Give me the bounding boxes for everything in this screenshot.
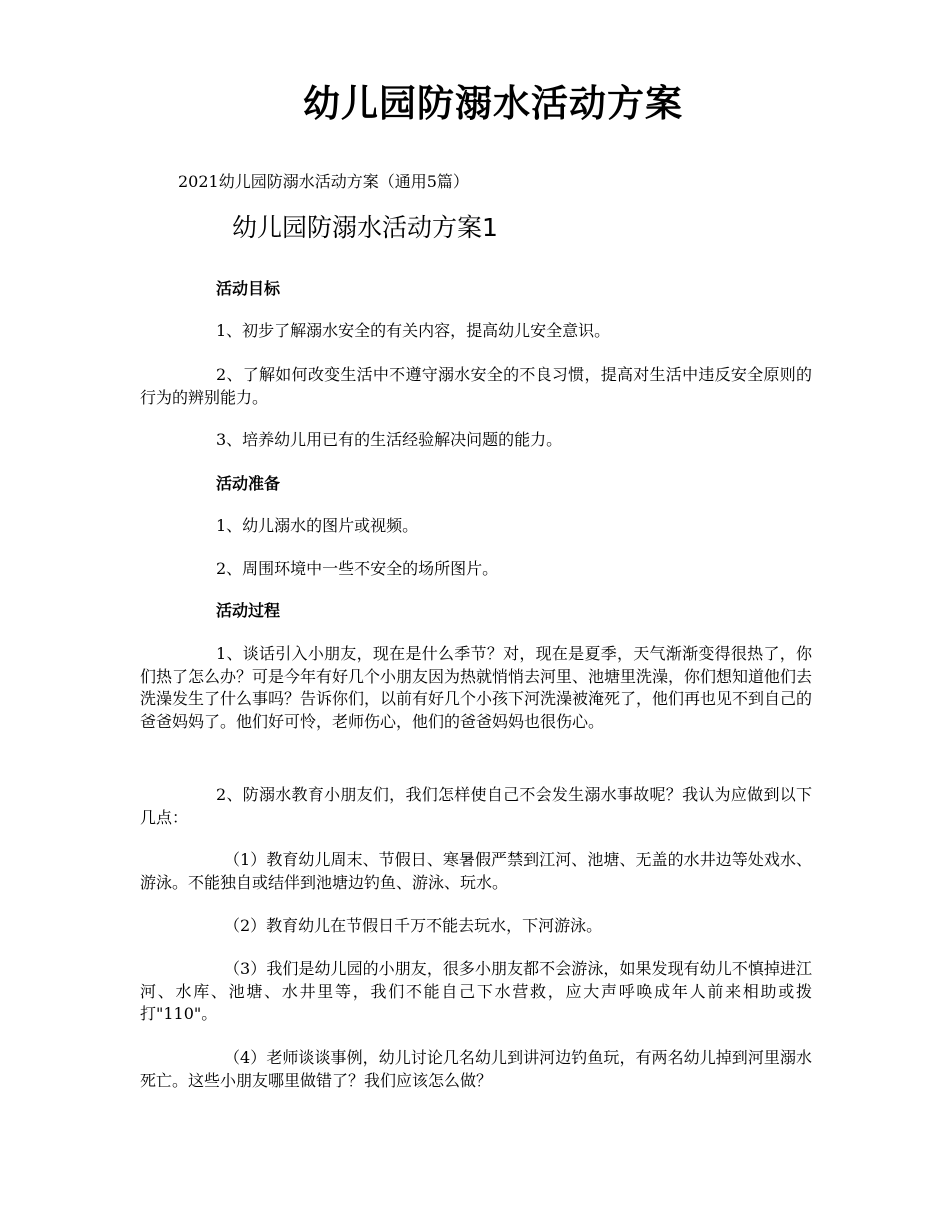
- preparation-item-2: [140, 558, 812, 581]
- process-item-4: [140, 915, 812, 938]
- process-label: 活动过程: [216, 601, 281, 620]
- document-title: 幼儿园防溺水活动方案: [303, 82, 683, 125]
- process-item-5: [140, 958, 812, 1026]
- goals-item-3: [140, 429, 812, 452]
- paragraph: （2）教育幼儿在节假日千万不能去玩水，下河游泳。: [224, 916, 603, 935]
- paragraph: （3）我们是幼儿园的小朋友，很多小朋友都不会游泳，如果发现有幼儿不慎掉进江河、水库、池塘、水井里等，我们不能自己下水营救，应大声呼唤成年人前来相助或拨打"110"。: [140, 959, 812, 1024]
- process-item-3: [140, 849, 812, 894]
- goals-item-2: [140, 364, 812, 409]
- process-item-1: [140, 643, 812, 733]
- paragraph: 2、了解如何改变生活中不遵守溺水安全的不良习惯，提高对生活中违反安全原则的行为的辨别能力。: [140, 365, 812, 407]
- paragraph: （4）老师谈谈事例，幼儿讨论几名幼儿到讲河边钓鱼玩，有两名幼儿掉到河里溺水死亡。这些小朋友哪里做错了？我们应该怎么做？: [140, 1048, 812, 1090]
- process-item-2: [140, 784, 812, 829]
- process-item-6: [140, 1047, 812, 1092]
- document-subtitle: 2021幼儿园防溺水活动方案（通用5篇）: [178, 172, 469, 191]
- paragraph: 1、初步了解溺水安全的有关内容，提高幼儿安全意识。: [216, 321, 611, 340]
- paragraph: 1、幼儿溺水的图片或视频。: [216, 516, 419, 535]
- goals-label: 活动目标: [216, 279, 281, 298]
- paragraph: 3、培养幼儿用已有的生活经验解决问题的能力。: [216, 430, 563, 449]
- paragraph: （1）教育幼儿周末、节假日、寒暑假严禁到江河、池塘、无盖的水井边等处戏水、游泳。不能独自或结伴到池塘边钓鱼、游泳、玩水。: [140, 850, 812, 892]
- paragraph: 2、防溺水教育小朋友们，我们怎样使自己不会发生溺水事故呢？我认为应做到以下几点：: [140, 785, 812, 827]
- paragraph: 2、周围环境中一些不安全的场所图片。: [216, 559, 499, 578]
- paragraph: 1、谈话引入小朋友，现在是什么季节？对，现在是夏季，天气渐渐变得很热了，你们热了怎么办？可是今年有好几个小朋友因为热就悄悄去河里、池塘里洗澡，你们想知道他们去洗澡发生了什么事吗？告诉你们，以前有好几个小孩下河洗澡被淹死了，他们再也见不到自己的爸爸妈妈了。他们好可怜，老师伤心，他们的爸爸妈妈也很伤心。: [140, 644, 813, 731]
- goals-item-1: [140, 320, 812, 343]
- preparation-label: 活动准备: [216, 474, 281, 493]
- preparation-item-1: [140, 515, 812, 538]
- section-heading: 幼儿园防溺水活动方案1: [232, 213, 498, 242]
